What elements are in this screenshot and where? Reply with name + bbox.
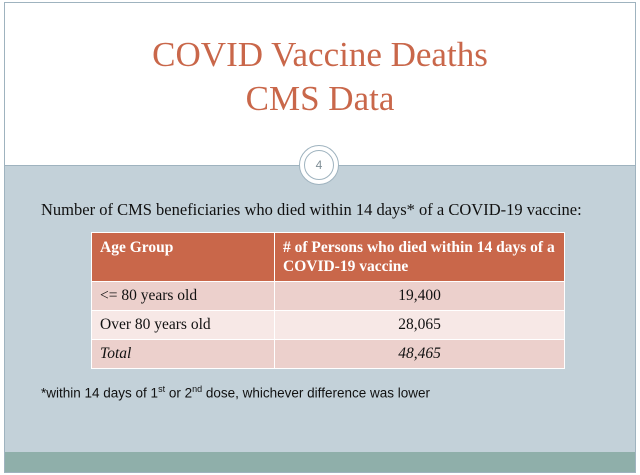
footnote-sup-2: nd bbox=[192, 384, 203, 394]
table-row bbox=[92, 282, 565, 311]
slide-title-line-1: COVID Vaccine Deaths bbox=[152, 35, 488, 74]
header-persons-died: # of Persons who died within 14 days of a COVID-19 vaccine bbox=[275, 233, 565, 282]
page-number: 4 bbox=[304, 150, 334, 180]
slide-title-line-2: CMS Data bbox=[245, 79, 395, 118]
row-age-group: Total bbox=[92, 340, 275, 369]
footnote-sup-1: st bbox=[158, 384, 166, 394]
footnote-prefix: *within 14 days of 1 bbox=[41, 385, 159, 401]
slide-title bbox=[5, 33, 635, 121]
footnote-middle: or 2 bbox=[165, 385, 193, 401]
page-number-badge bbox=[299, 145, 339, 185]
table-row bbox=[92, 311, 565, 340]
row-count: 19,400 bbox=[275, 282, 565, 311]
footnote-suffix: dose, whichever difference was lower bbox=[202, 385, 430, 401]
bottom-accent-bar bbox=[5, 452, 635, 473]
row-age-group: Over 80 years old bbox=[92, 311, 275, 340]
lead-text: Number of CMS beneficiaries who died within 14 days* of a COVID-19 vaccine: bbox=[41, 200, 582, 219]
title-area bbox=[5, 3, 635, 166]
table-header-row bbox=[92, 233, 565, 282]
row-count: 28,065 bbox=[275, 311, 565, 340]
header-age-group: Age Group bbox=[92, 233, 275, 282]
slide bbox=[4, 2, 636, 473]
row-age-group: <= 80 years old bbox=[92, 282, 275, 311]
deaths-table bbox=[91, 232, 565, 369]
table-row-total bbox=[92, 340, 565, 369]
row-count: 48,465 bbox=[275, 340, 565, 369]
footnote bbox=[41, 384, 631, 401]
